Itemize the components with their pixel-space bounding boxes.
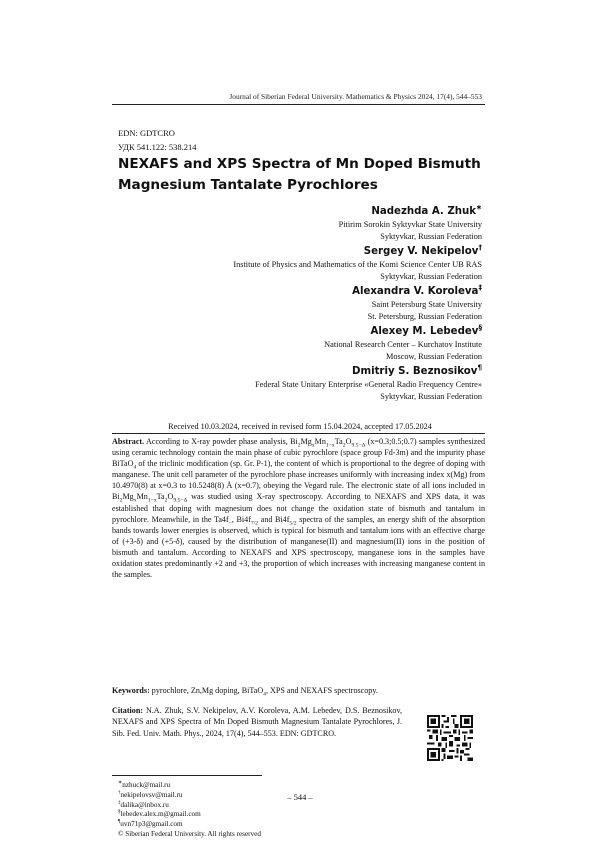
- footnote-rule: [112, 775, 262, 776]
- author-block: [102, 362, 482, 403]
- running-head: Journal of Siberian Federal University. Mathematics & Physics 2024, 17(4), 544–553: [229, 92, 482, 101]
- page-number: – 544 –: [287, 792, 313, 802]
- author-name: Alexey M. Lebedev§: [370, 322, 482, 337]
- received-dates: Received 10.03.2024, received in revised form 15.04.2024, accepted 17.05.2024: [168, 422, 432, 431]
- author-name: Sergey V. Nekipelov†: [363, 242, 482, 257]
- citation-label: Citation:: [112, 706, 144, 715]
- affiliation-location: St. Petersburg, Russian Federation: [367, 312, 482, 321]
- author-block: [102, 202, 482, 243]
- affiliation-location: Syktyvkar, Russian Federation: [380, 392, 482, 401]
- affiliation-location: Syktyvkar, Russian Federation: [380, 272, 482, 281]
- author-block: [102, 242, 482, 283]
- author-block: [102, 322, 482, 363]
- author-name: Nadezhda A. Zhuk∗: [371, 202, 482, 217]
- qr-code: [427, 715, 473, 761]
- affiliation: Federal State Unitary Enterprise «General Radio Frequency Centre»: [255, 380, 482, 389]
- affiliation-location: Syktyvkar, Russian Federation: [380, 232, 482, 241]
- footnote: ¶uvn71p3@gmail.com: [118, 819, 183, 829]
- author-name: Dmitriy S. Beznosikov¶: [352, 362, 482, 377]
- author-name: Alexandra V. Koroleva‡: [352, 282, 482, 297]
- affiliation: Pitirim Sorokin Syktyvkar State University: [338, 220, 482, 229]
- footnote: †nekipelovsv@mail.ru: [118, 790, 183, 799]
- author-block: [102, 282, 482, 323]
- abstract: Abstract. According to X-ray powder phase analysis, $Bi_2Mg_xMn_{1-x}Ta_2O_{9.5-\Delta}$ (x=0.3;0.5;0.7) samples synthesized using ceramic technology contain the main phase of cubic pyrochlore (space group Fd-3m) and the impurity phase BiTaO$_4$ of the triclinic modification (sp. Gr. P-1), the content of which is proportional to the degree of doping with manganese. The unit cell parameter of the pyrochlore phase increases uniformly with increasing index x(Mg) from 10.4970(8) at x=0.3 to 10.5248(8) Å (x=0.7), obeying the Vegard rule. The electronic state of all ions included in $Bi_2Mg_xMn_{1-x}Ta_2O_{9.5-\Delta}$ was studied using X-ray spectroscopy. According to NEXAFS and XPS data, it was established that doping with magnesium does not change the oxidation state of bismuth and tantalum in pyrochlore. Meanwhile, in the $Ta4f_-$, $Bi4f_{7/2}$ and $Bi4f_{5/2}$ spectra of the samples, an energy shift of the absorption bands towards lower energies is observed, which is typical for bismuth and tantalum ions with an effective charge of (+3-δ) and (+5-δ), caused by the distribution of manganese(II) and magnesium(II) ions in the position of bismuth and tantalum. According to NEXAFS and XPS spectroscopy, manganese ions in the samples have oxidation states predominantly +2 and +3, the proportion of which increases with increasing manganese content in the samples.: [112, 437, 485, 580]
- author-list: [102, 202, 482, 405]
- affiliation-location: Moscow, Russian Federation: [385, 352, 482, 361]
- abstract-rule: [112, 433, 485, 434]
- title-line-1: NEXAFS and XPS Spectra of Mn Doped Bismuth: [118, 156, 481, 172]
- footnote: ‡dalika@inbox.ru: [118, 800, 169, 809]
- edn-code: EDN: GDTCRO: [118, 128, 175, 138]
- footnotes: [118, 781, 261, 840]
- affiliation: National Research Center – Kurchatov Institute: [324, 340, 482, 349]
- footnote: §lebedev.alex.m@gmail.com: [118, 810, 201, 819]
- abstract-label: Abstract.: [112, 437, 145, 446]
- affiliation: Saint Petersburg State University: [371, 300, 482, 309]
- title-line-2: Magnesium Tantalate Pyrochlores: [118, 177, 378, 193]
- footnote: ∗nzhuck@mail.ru: [118, 780, 171, 789]
- paper-title: [118, 154, 498, 196]
- copyright-note: © Siberian Federal University. All rights reserved: [118, 829, 261, 838]
- keywords: Keywords: pyrochlore, Zn,Mg doping, BiTaO$_4$, XPS and NEXAFS spectroscopy.: [112, 686, 378, 698]
- udk-code: УДК 541.122: 538.214: [118, 142, 197, 152]
- header-rule: [112, 104, 485, 105]
- keywords-label: Keywords:: [112, 686, 150, 695]
- affiliation: Institute of Physics and Mathematics of the Komi Science Center UB RAS: [233, 260, 482, 269]
- citation: Citation: N.A. Zhuk, S.V. Nekipelov, A.V. Koroleva, A.M. Lebedev, D.S. Beznosikov, NEXAFS and XPS Spectra of Mn Doped Bismuth Magnesium Tantalate Pyrochlores, J. Sib. Fed. Univ. Math. Phys., 2024, 17(4), 544–553. EDN: GDTCRO.: [112, 706, 402, 738]
